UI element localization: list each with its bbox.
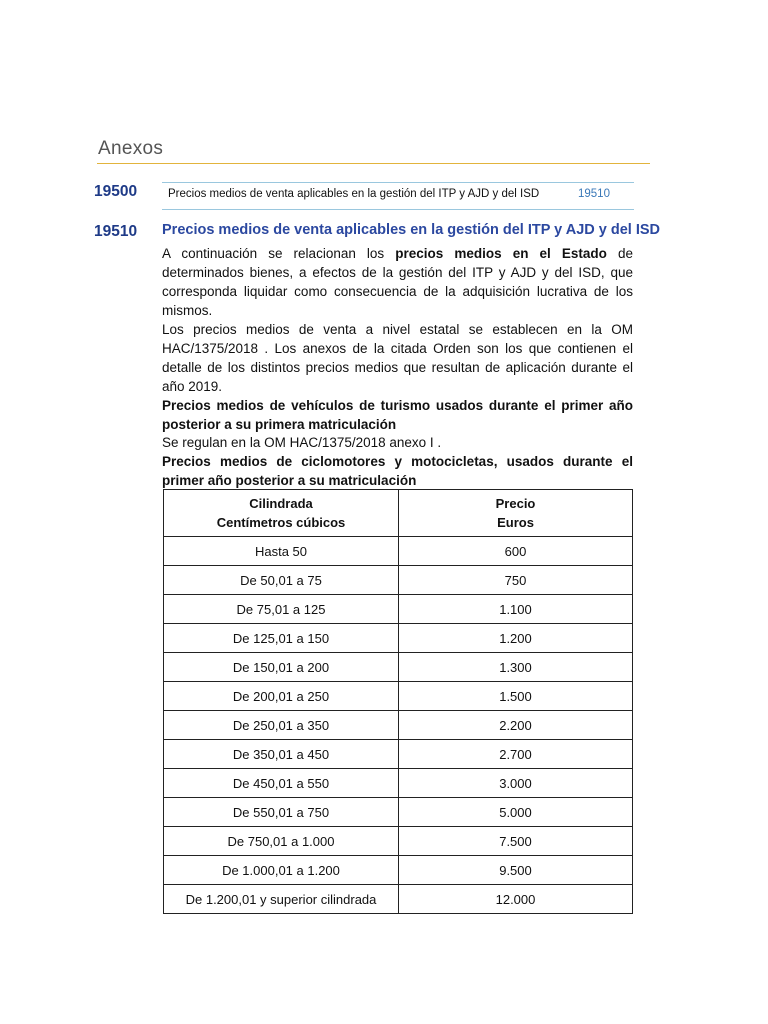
cell-cilindrada: Hasta 50 [164,537,399,566]
toc-entry-title[interactable]: Precios medios de venta aplicables en la gestión del ITP y AJD y del ISD [168,188,540,200]
table-row [164,682,633,711]
table-row [164,624,633,653]
column-header-cilindrada-line2: Centímetros cúbicos [216,515,346,530]
cell-cilindrada: De 50,01 a 75 [164,566,399,595]
intro-paragraph [162,244,633,320]
column-header-precio-line1: Precio [495,496,536,511]
cell-cilindrada: De 550,01 a 750 [164,798,399,827]
turismos-reference: Se regulan en la OM HAC/1375/2018 anexo I . [162,435,442,450]
cell-cilindrada: De 125,01 a 150 [164,624,399,653]
cell-cilindrada: De 450,01 a 550 [164,769,399,798]
table-row [164,537,633,566]
cell-precio: 1.300 [399,653,633,682]
table-row [164,595,633,624]
table-header-row [164,490,633,537]
toc-section-number: 19500 [94,183,138,200]
table-row [164,740,633,769]
cell-precio: 3.000 [399,769,633,798]
cell-cilindrada: De 750,01 a 1.000 [164,827,399,856]
page-section-title: Anexos [98,138,164,159]
cell-cilindrada: De 1.200,01 y superior cilindrada [164,885,399,914]
cell-precio: 7.500 [399,827,633,856]
cell-cilindrada: De 350,01 a 450 [164,740,399,769]
regulation-paragraph: Los precios medios de venta a nivel estatal se establecen en la OM HAC/1375/2018 . Los anexos de la citada Orden son los que contienen el detalle de los distintos precios medios que resultan de aplicación durante el año 2019. [162,322,633,394]
cell-cilindrada: De 1.000,01 a 1.200 [164,856,399,885]
cell-cilindrada: De 250,01 a 350 [164,711,399,740]
cell-precio: 5.000 [399,798,633,827]
header-divider [97,163,650,164]
table-row [164,769,633,798]
table-row [164,885,633,914]
cell-precio: 1.500 [399,682,633,711]
cell-precio: 600 [399,537,633,566]
table-row [164,566,633,595]
toc-entry[interactable] [162,182,634,210]
cell-precio: 2.700 [399,740,633,769]
table-row [164,653,633,682]
table-row [164,711,633,740]
price-table [163,489,633,914]
cell-precio: 2.200 [399,711,633,740]
toc-entry-link[interactable]: 19510 [578,188,610,200]
column-header-cilindrada [164,490,399,537]
subheading-motocicletas: Precios medios de ciclomotores y motocicletas, usados durante el primer año posterior a su matriculación [162,454,633,488]
cell-precio: 1.100 [399,595,633,624]
column-header-cilindrada-line1: Cilindrada [249,496,313,511]
column-header-precio [399,490,633,537]
column-header-precio-line2: Euros [497,515,534,530]
cell-cilindrada: De 150,01 a 200 [164,653,399,682]
intro-text-end: de determinados bienes, a efectos de la gestión del ITP y AJD y del ISD, que corresponda liquidar como consecuencia de la adquisición lucrativa de los mismos. [162,246,633,318]
section-title: Precios medios de venta aplicables en la gestión del ITP y AJD y del ISD [162,222,661,238]
cell-precio: 1.200 [399,624,633,653]
cell-cilindrada: De 75,01 a 125 [164,595,399,624]
cell-precio: 9.500 [399,856,633,885]
section-number: 19510 [94,223,138,240]
intro-bold-phrase: precios medios en el Estado [395,246,607,261]
table-row [164,798,633,827]
cell-precio: 12.000 [399,885,633,914]
subheading-turismos: Precios medios de vehículos de turismo usados durante el primer año posterior a su primera matriculación [162,398,633,432]
table-row [164,856,633,885]
cell-cilindrada: De 200,01 a 250 [164,682,399,711]
table-row [164,827,633,856]
cell-precio: 750 [399,566,633,595]
intro-text-start: A continuación se relacionan los [162,246,396,261]
